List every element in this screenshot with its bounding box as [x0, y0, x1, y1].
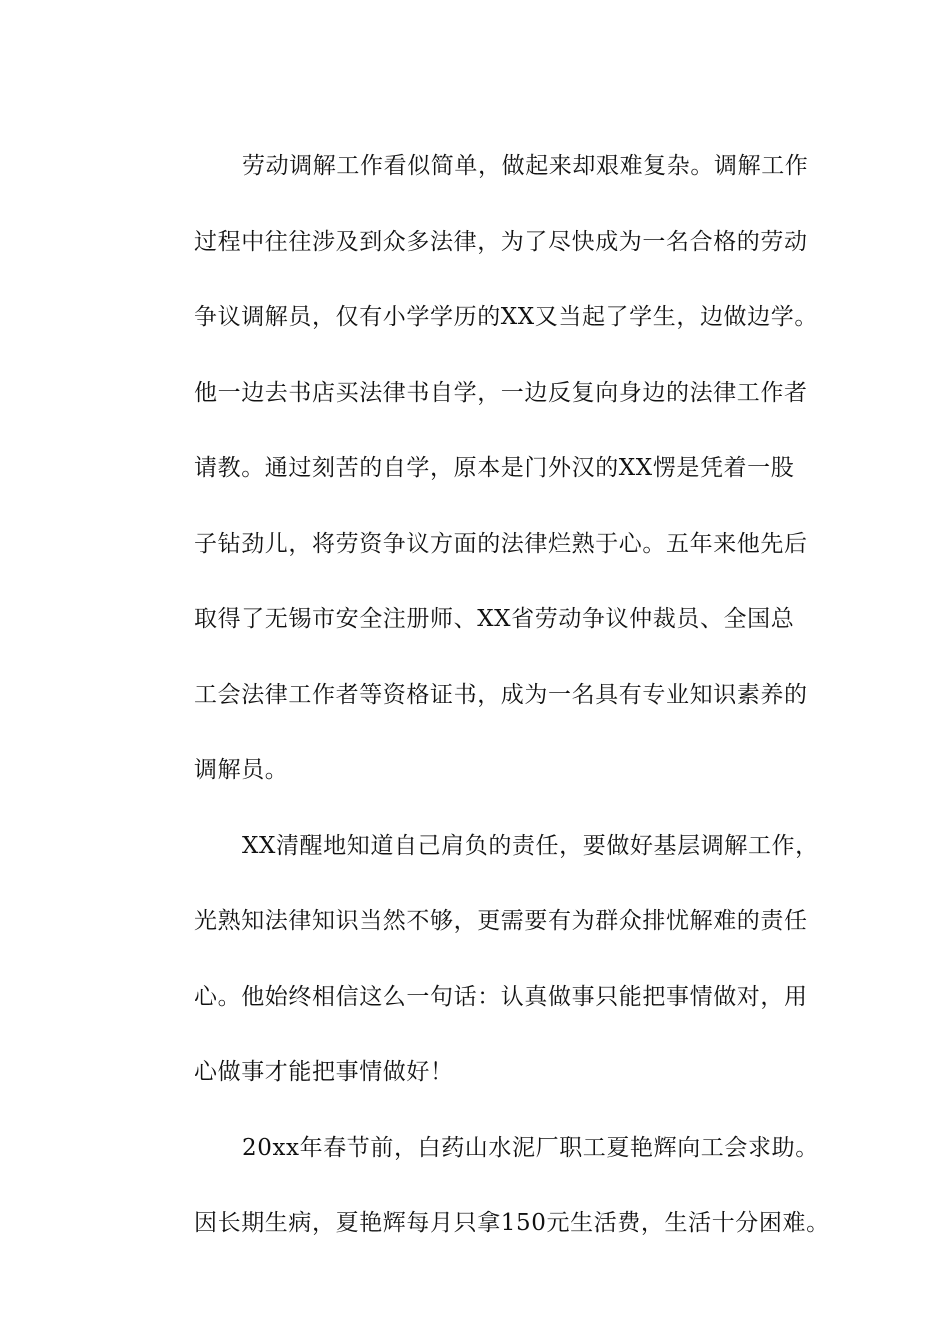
text-line: 请教。通过刻苦的自学，原本是门外汉的XX愣是凭着一股	[194, 455, 795, 481]
text-line: XX清醒地知道自己肩负的责任，要做好基层调解工作，	[242, 832, 819, 859]
text-line: 取得了无锡市安全注册师、XX省劳动争议仲裁员、全国总	[194, 606, 795, 632]
text-line: 劳动调解工作看似简单，做起来却艰难复杂。调解工作	[242, 153, 809, 179]
paragraph-case-story	[146, 1111, 830, 1262]
paragraph-mediation-study	[146, 129, 826, 809]
text-line: 20xx年春节前，白药山水泥厂职工夏艳辉向工会求助。	[242, 1134, 819, 1161]
text-line: 过程中往往涉及到众多法律，为了尽快成为一名合格的劳动	[194, 228, 808, 255]
text-line: 因长期生病，夏艳辉每月只拿150元生活费，生活十分困难。	[194, 1210, 830, 1236]
text-line: 争议调解员，仅有小学学历的XX又当起了学生，边做边学。	[194, 304, 818, 330]
text-line: 子钻劲儿，将劳资争议方面的法律烂熟于心。五年来他先后	[194, 530, 808, 557]
text-line: 调解员。	[194, 757, 289, 783]
text-line: 光熟知法律知识当然不够，更需要有为群众排忧解难的责任	[194, 908, 808, 934]
document-body	[146, 129, 830, 1262]
paragraph-responsibility	[146, 809, 826, 1111]
text-line: 工会法律工作者等资格证书，成为一名具有专业知识素养的	[194, 681, 808, 708]
text-line: 心。他始终相信这么一句话：认真做事只能把事情做对，用	[194, 983, 808, 1010]
text-line: 心做事才能把事情做好！	[194, 1059, 454, 1085]
text-line: 他一边去书店买法律书自学，一边反复向身边的法律工作者	[194, 379, 808, 406]
